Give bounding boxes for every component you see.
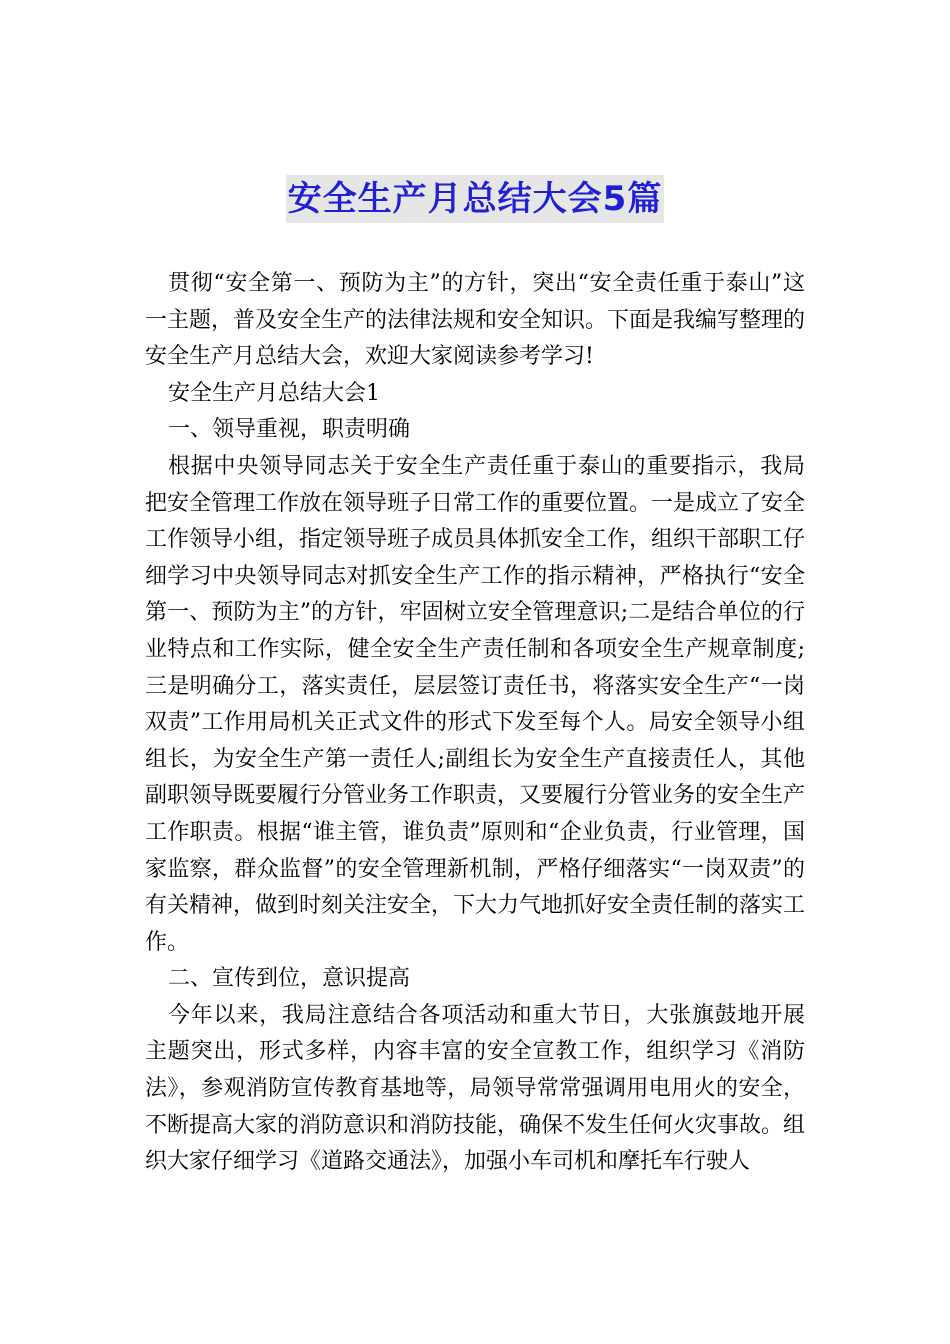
- body-paragraph-2: 今年以来，我局注意结合各项活动和重大节日，大张旗鼓地开展主题突出，形式多样，内容丰富的安全宣教工作，组织学习《消防法》，参观消防宣传教育基地等，局领导常常强调用电用火的安全，不断提高大家的消防意识和消防技能，确保不发生任何火灾事故。组织大家仔细学习《道路交通法》，加强小车司机和摩托车行驶人: [145, 1002, 806, 1175]
- document-body: [145, 266, 805, 1181]
- section-heading-2: 二、宣传到位，意识提高: [168, 966, 411, 992]
- section-title: 安全生产月总结大会1: [168, 380, 380, 406]
- intro-paragraph: 贯彻“安全第一、预防为主”的方针，突出“安全责任重于泰山”这一主题，普及安全生产的法律法规和安全知识。下面是我编写整理的安全生产月总结大会，欢迎大家阅读参考学习!: [145, 271, 806, 370]
- title-container: [0, 175, 950, 223]
- document-title: 安全生产月总结大会5篇: [286, 175, 665, 223]
- section-heading-1: 一、领导重视，职责明确: [168, 417, 411, 443]
- body-paragraph-1: 根据中央领导同志关于安全生产责任重于泰山的重要指示，我局把安全管理工作放在领导班子日常工作的重要位置。一是成立了安全工作领导小组，指定领导班子成员具体抓安全工作，组织干部职工仔细学习中央领导同志对抓安全生产工作的指示精神，严格执行“安全第一、预防为主”的方针，牢固树立安全管理意识;二是结合单位的行业特点和工作实际，健全安全生产责任制和各项安全生产规章制度;三是明确分工，落实责任，层层签订责任书，将落实安全生产“一岗双责”工作用局机关正式文件的形式下发至每个人。局安全领导小组组长，为安全生产第一责任人;副组长为安全生产直接责任人，其他副职领导既要履行分管业务工作职责，又要履行分管业务的安全生产工作职责。根据“谁主管，谁负责”原则和“企业负责，行业管理，国家监察，群众监督”的安全管理新机制，严格仔细落实“一岗双责”的有关精神，做到时刻关注安全，下大力气地抓好安全责任制的落实工作。: [145, 453, 806, 955]
